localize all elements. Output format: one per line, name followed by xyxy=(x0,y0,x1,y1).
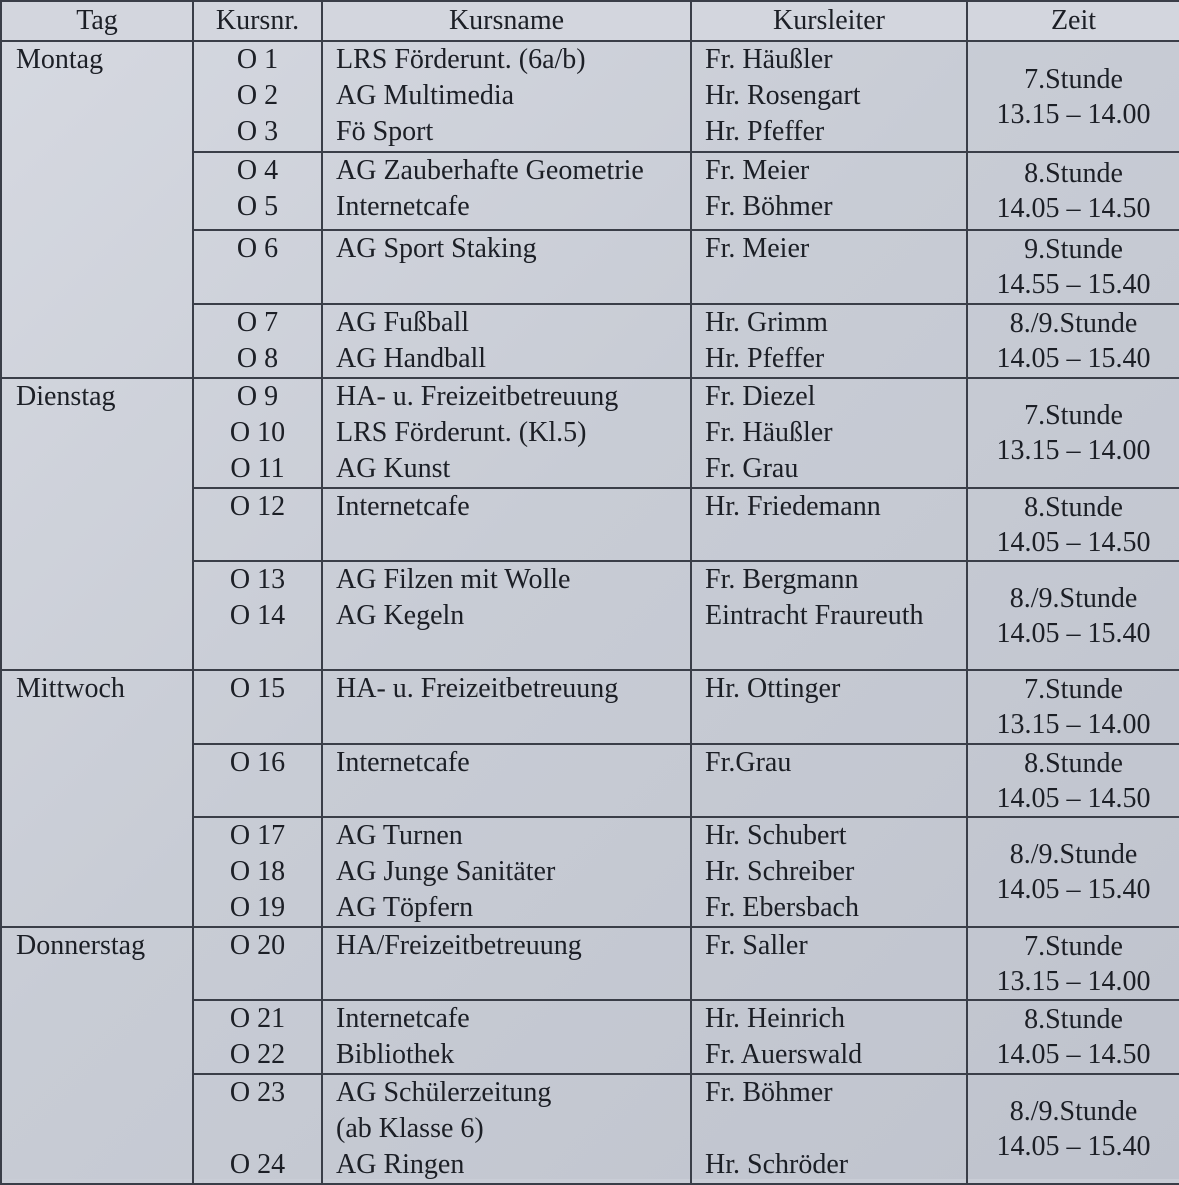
kursnr-line: O 11 xyxy=(230,453,285,484)
day-dienstag: Dienstag xyxy=(1,378,193,670)
kursleiter-line: Fr. Bergmann xyxy=(705,564,859,595)
kursnr-cell xyxy=(193,744,322,817)
kursname-cell xyxy=(322,1000,691,1074)
kursleiter-line: Hr. Heinrich xyxy=(705,1003,845,1034)
kursleiter-cell xyxy=(691,41,967,152)
zeit-line: 14.05 – 14.50 xyxy=(996,526,1151,558)
kursname-line: AG Kegeln xyxy=(336,600,465,631)
kursleiter-line: Fr. Meier xyxy=(705,233,810,264)
kursleiter-cell xyxy=(691,1000,967,1074)
kursleiter-line: Eintracht Fraureuth xyxy=(705,600,924,631)
kursname-line: AG Töpfern xyxy=(336,892,474,923)
zeit-cell xyxy=(967,1000,1179,1074)
header-kursnr: Kursnr. xyxy=(193,1,322,41)
kursname-line: Internetcafe xyxy=(336,491,470,522)
kursname-line: HA- u. Freizeitbetreuung xyxy=(336,673,619,704)
zeit-line: 14.55 – 15.40 xyxy=(996,269,1151,300)
course-group-row xyxy=(1,670,1179,744)
kursname-line: AG Fußball xyxy=(336,307,469,338)
kursnr-line: O 2 xyxy=(236,80,279,111)
kursnr-line: O 23 xyxy=(229,1077,286,1108)
zeit-line: 8.Stunde xyxy=(1024,747,1123,779)
course-group-row xyxy=(1,41,1179,152)
kursleiter-line: Hr. Schubert xyxy=(705,820,847,851)
kursleiter-cell xyxy=(691,488,967,561)
kursname-line: AG Sport Staking xyxy=(336,233,537,264)
kursname-cell xyxy=(322,304,691,378)
kursnr-line: O 8 xyxy=(236,343,279,374)
kursleiter-line: Hr. Schreiber xyxy=(705,856,855,887)
zeit-cell xyxy=(967,927,1179,1000)
kursnr-line: O 12 xyxy=(229,491,286,522)
zeit-line: 13.15 – 14.00 xyxy=(996,98,1151,130)
kursnr-cell xyxy=(193,817,322,927)
zeit-line: 13.15 – 14.00 xyxy=(996,709,1151,740)
zeit-line: 14.05 – 14.50 xyxy=(996,1039,1151,1070)
kursleiter-cell xyxy=(691,304,967,378)
zeit-line: 8.Stunde xyxy=(1024,158,1123,189)
kursname-cell xyxy=(322,488,691,561)
kursnr-line: O 9 xyxy=(236,381,279,412)
zeit-cell xyxy=(967,378,1179,488)
kursnr-cell xyxy=(193,1074,322,1184)
zeit-line: 8.Stunde xyxy=(1024,1004,1123,1035)
kursnr-line: O 19 xyxy=(229,892,286,923)
header-kursleiter: Kursleiter xyxy=(691,1,967,41)
zeit-cell xyxy=(967,488,1179,561)
zeit-line: 14.05 – 14.50 xyxy=(996,193,1151,224)
kursleiter-line: Fr. Ebersbach xyxy=(705,892,859,923)
kursnr-cell xyxy=(193,304,322,378)
header-zeit: Zeit xyxy=(967,1,1179,41)
zeit-cell xyxy=(967,230,1179,304)
kursleiter-cell xyxy=(691,1074,967,1184)
kursleiter-line: Fr. Häußler xyxy=(705,44,833,75)
zeit-cell xyxy=(967,1074,1179,1184)
day-donnerstag: Donnerstag xyxy=(1,927,193,1184)
kursleiter-cell xyxy=(691,230,967,304)
kursname-line: AG Schülerzeitung xyxy=(336,1077,552,1108)
kursname-cell xyxy=(322,927,691,1000)
kursleiter-cell xyxy=(691,152,967,230)
kursname-cell xyxy=(322,670,691,744)
kursname-line: AG Kunst xyxy=(336,453,451,484)
zeit-line: 7.Stunde xyxy=(1024,930,1123,962)
kursnr-line: O 21 xyxy=(229,1003,286,1034)
zeit-cell xyxy=(967,152,1179,230)
kursnr-line: O 24 xyxy=(229,1149,286,1180)
kursleiter-line: Fr.Grau xyxy=(705,747,792,778)
kursnr-cell xyxy=(193,561,322,670)
kursname-cell xyxy=(322,378,691,488)
kursname-line: AG Filzen mit Wolle xyxy=(336,564,571,595)
kursname-line: (ab Klasse 6) xyxy=(336,1113,484,1144)
kursnr-line: O 17 xyxy=(229,820,286,851)
zeit-cell xyxy=(967,304,1179,378)
zeit-line: 13.15 – 14.00 xyxy=(996,965,1151,997)
kursnr-line: O 7 xyxy=(236,307,279,338)
zeit-line: 7.Stunde xyxy=(1024,674,1123,705)
day-montag: Montag xyxy=(1,41,193,378)
kursnr-line: O 18 xyxy=(229,856,286,887)
kursname-line: HA/Freizeitbetreuung xyxy=(336,930,582,961)
kursname-line: LRS Förderunt. (Kl.5) xyxy=(336,417,587,448)
zeit-line: 14.05 – 15.40 xyxy=(996,343,1151,374)
kursleiter-line: Fr. Böhmer xyxy=(705,1077,833,1108)
kursname-line: Internetcafe xyxy=(336,747,470,778)
zeit-cell xyxy=(967,41,1179,152)
kursnr-cell xyxy=(193,1000,322,1074)
kursname-line: AG Ringen xyxy=(336,1149,465,1180)
kursleiter-cell xyxy=(691,927,967,1000)
kursname-line: AG Multimedia xyxy=(336,80,515,111)
kursname-cell xyxy=(322,817,691,927)
kursname-cell xyxy=(322,561,691,670)
kursleiter-line: Hr. Rosengart xyxy=(705,80,861,111)
kursnr-line: O 13 xyxy=(229,564,286,595)
kursname-cell xyxy=(322,41,691,152)
kursleiter-line: Fr. Böhmer xyxy=(705,191,833,222)
kursnr-cell xyxy=(193,378,322,488)
kursleiter-line: Hr. Pfeffer xyxy=(705,343,825,374)
kursnr-line: O 4 xyxy=(236,155,279,186)
kursleiter-line: Fr. Saller xyxy=(705,930,808,961)
kursnr-line: O 16 xyxy=(229,747,286,778)
kursname-line: LRS Förderunt. (6a/b) xyxy=(336,44,586,75)
day-mittwoch: Mittwoch xyxy=(1,670,193,927)
kursleiter-line: Hr. Schröder xyxy=(705,1149,849,1180)
kursleiter-line: Hr. Grimm xyxy=(705,307,828,338)
kursnr-line: O 10 xyxy=(229,417,286,448)
kursleiter-line: Fr. Häußler xyxy=(705,417,833,448)
zeit-line: 8./9.Stunde xyxy=(1009,1096,1138,1127)
kursname-line: AG Handball xyxy=(336,343,487,374)
header-tag: Tag xyxy=(1,1,193,41)
kursnr-line: O 22 xyxy=(229,1039,286,1070)
zeit-cell xyxy=(967,744,1179,817)
zeit-cell xyxy=(967,817,1179,927)
kursnr-line: O 3 xyxy=(236,116,279,147)
kursleiter-line: Fr. Meier xyxy=(705,155,810,186)
header-row xyxy=(1,1,1179,41)
kursleiter-line: Fr. Grau xyxy=(705,453,799,484)
zeit-line: 8./9.Stunde xyxy=(1009,308,1138,339)
zeit-line: 9.Stunde xyxy=(1024,234,1123,265)
kursname-cell xyxy=(322,1074,691,1184)
kursleiter-line: Hr. Pfeffer xyxy=(705,116,825,147)
kursleiter-line: Hr. Ottinger xyxy=(705,673,841,704)
zeit-line: 14.05 – 15.40 xyxy=(996,617,1151,649)
kursname-line: AG Turnen xyxy=(336,820,463,851)
kursleiter-cell xyxy=(691,378,967,488)
kursleiter-cell xyxy=(691,561,967,670)
kursname-line: Internetcafe xyxy=(336,191,470,222)
kursname-cell xyxy=(322,230,691,304)
kursleiter-cell xyxy=(691,670,967,744)
kursname-line: HA- u. Freizeitbetreuung xyxy=(336,381,619,412)
kursnr-line: O 6 xyxy=(236,233,279,264)
kursnr-line: O 15 xyxy=(229,673,286,704)
kursnr-line xyxy=(194,1111,321,1147)
kursleiter-cell xyxy=(691,817,967,927)
kursleiter-cell xyxy=(691,744,967,817)
kursnr-cell xyxy=(193,670,322,744)
course-group-row xyxy=(1,927,1179,1000)
zeit-line: 7.Stunde xyxy=(1024,63,1123,95)
kursname-line: AG Zauberhafte Geometrie xyxy=(336,155,644,186)
zeit-line: 8./9.Stunde xyxy=(1009,582,1138,614)
kursleiter-line: Fr. Auerswald xyxy=(705,1039,863,1070)
kursnr-cell xyxy=(193,927,322,1000)
header-kursname: Kursname xyxy=(322,1,691,41)
zeit-line: 14.05 – 14.50 xyxy=(996,782,1151,814)
zeit-line: 14.05 – 15.40 xyxy=(996,1131,1151,1162)
kursnr-line: O 5 xyxy=(236,191,279,222)
kursleiter-line: Fr. Diezel xyxy=(705,381,816,412)
zeit-line: 14.05 – 15.40 xyxy=(996,874,1151,905)
kursleiter-line: Hr. Friedemann xyxy=(705,491,881,522)
kursnr-line: O 1 xyxy=(236,44,279,75)
kursname-cell xyxy=(322,152,691,230)
zeit-cell xyxy=(967,561,1179,670)
kursname-line: AG Junge Sanitäter xyxy=(336,856,556,887)
kursnr-line: O 20 xyxy=(229,930,286,961)
kursname-line: Fö Sport xyxy=(336,116,434,147)
zeit-line: 8./9.Stunde xyxy=(1009,839,1138,870)
zeit-line: 7.Stunde xyxy=(1024,400,1123,431)
zeit-line: 13.15 – 14.00 xyxy=(996,435,1151,466)
zeit-cell xyxy=(967,670,1179,744)
kursnr-cell xyxy=(193,41,322,152)
zeit-line: 8.Stunde xyxy=(1024,491,1123,523)
kursname-line: Internetcafe xyxy=(336,1003,470,1034)
course-group-row xyxy=(1,378,1179,488)
kursnr-line: O 14 xyxy=(229,600,286,631)
kursleiter-line xyxy=(705,1111,966,1147)
kursnr-cell xyxy=(193,230,322,304)
kursname-cell xyxy=(322,744,691,817)
kursname-line: Bibliothek xyxy=(336,1039,455,1070)
kursnr-cell xyxy=(193,488,322,561)
kursnr-cell xyxy=(193,152,322,230)
